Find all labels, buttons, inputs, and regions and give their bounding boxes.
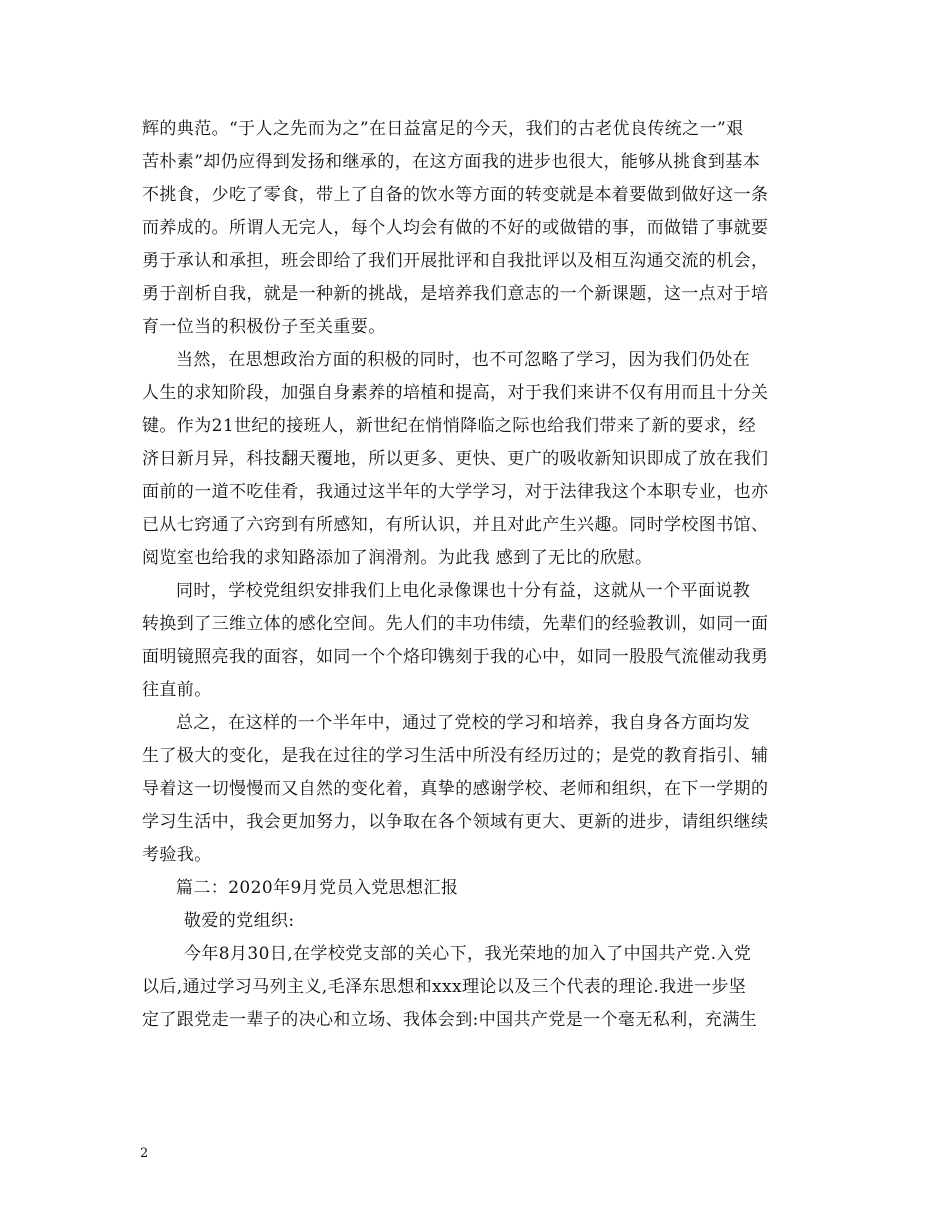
text-line: 学习生活中，我会更加努力，以争取在各个领域有更大、更新的进步，请组织继续 [142, 812, 769, 832]
paragraph-first-line: 总之，在这样的一个半年中，通过了党校的学习和培养，我自身各方面均发 [176, 713, 751, 733]
section-heading: 篇二：2020年9月党员入党思想汇报 [176, 878, 459, 898]
text-line: 人生的求知阶段，加强自身素养的培植和提高，对于我们来讲不仅有用而且十分关 [142, 383, 769, 403]
text-line: 面明镜照亮我的面容，如同一个个烙印镌刻于我的心中，如同一股股气流催动我勇 [142, 647, 769, 667]
text-line: 辉的典范。“于人之先而为之”在日益富足的今天，我们的古老优良传统之一”艰 [142, 119, 744, 139]
text-line: 键。作为21世纪的接班人，新世纪在悄悄降临之际也给我们带来了新的要求，经 [142, 416, 757, 436]
text-line: 面前的一道不吃佳肴，我通过这半年的大学学习，对于法律我这个本职专业，也亦 [142, 482, 769, 502]
text-line: 不挑食，少吃了零食，带上了自备的饮水等方面的转变就是本着要做到做好这一条 [142, 185, 769, 205]
text-line: 苦朴素”却仍应得到发扬和继承的，在这方面我的进步也很大，能够从挑食到基本 [142, 152, 761, 172]
text-line: 转换到了三维立体的感化空间。先人们的丰功伟绩，先辈们的经验教训，如同一面 [142, 614, 769, 634]
text-line: 生了极大的变化，是我在过往的学习生活中所没有经历过的；是党的教育指引、辅 [142, 746, 769, 766]
text-line: 往直前。 [142, 680, 212, 700]
text-line: 已从七窍通了六窍到有所感知，有所认识，并且对此产生兴趣。同时学校图书馆、 [142, 515, 769, 535]
text-line: 阅览室也给我的求知路添加了润滑剂。为此我 感到了无比的欣慰。 [142, 548, 653, 568]
page-number: 2 [140, 1146, 149, 1161]
salutation: 敬爱的党组织: [184, 911, 295, 931]
text-line: 定了跟党走一辈子的决心和立场、我体会到:中国共产党是一个毫无私利，充满生 [142, 1010, 758, 1030]
paragraph-first-line: 同时，学校党组织安排我们上电化录像课也十分有益，这就从一个平面说教 [176, 581, 751, 601]
text-line: 勇于承认和承担，班会即给了我们开展批评和自我批评以及相互沟通交流的机会， [142, 251, 769, 271]
text-line: 考验我。 [142, 845, 212, 865]
text-line: 以后,通过学习马列主义,毛泽东思想和xxx理论以及三个代表的理论.我进一步坚 [142, 977, 747, 997]
text-line: 而养成的。所谓人无完人，每个人均会有做的不好的或做错的事，而做错了事就要 [142, 218, 769, 238]
text-line: 济日新月异，科技翻天覆地，所以更多、更快、更广的吸收新知识即成了放在我们 [142, 449, 769, 469]
text-line: 勇于剖析自我，就是一种新的挑战，是培养我们意志的一个新课题，这一点对于培 [142, 284, 769, 304]
text-line: 导着这一切慢慢而又自然的变化着，真挚的感谢学校、老师和组织，在下一学期的 [142, 779, 769, 799]
paragraph-first-line: 当然，在思想政治方面的积极的同时，也不可忽略了学习，因为我们仍处在 [176, 350, 751, 370]
paragraph-first-line: 今年8月30日,在学校党支部的关心下，我光荣地的加入了中国共产党.入党 [184, 944, 752, 964]
text-line: 育一位当的积极份子至关重要。 [142, 317, 386, 337]
